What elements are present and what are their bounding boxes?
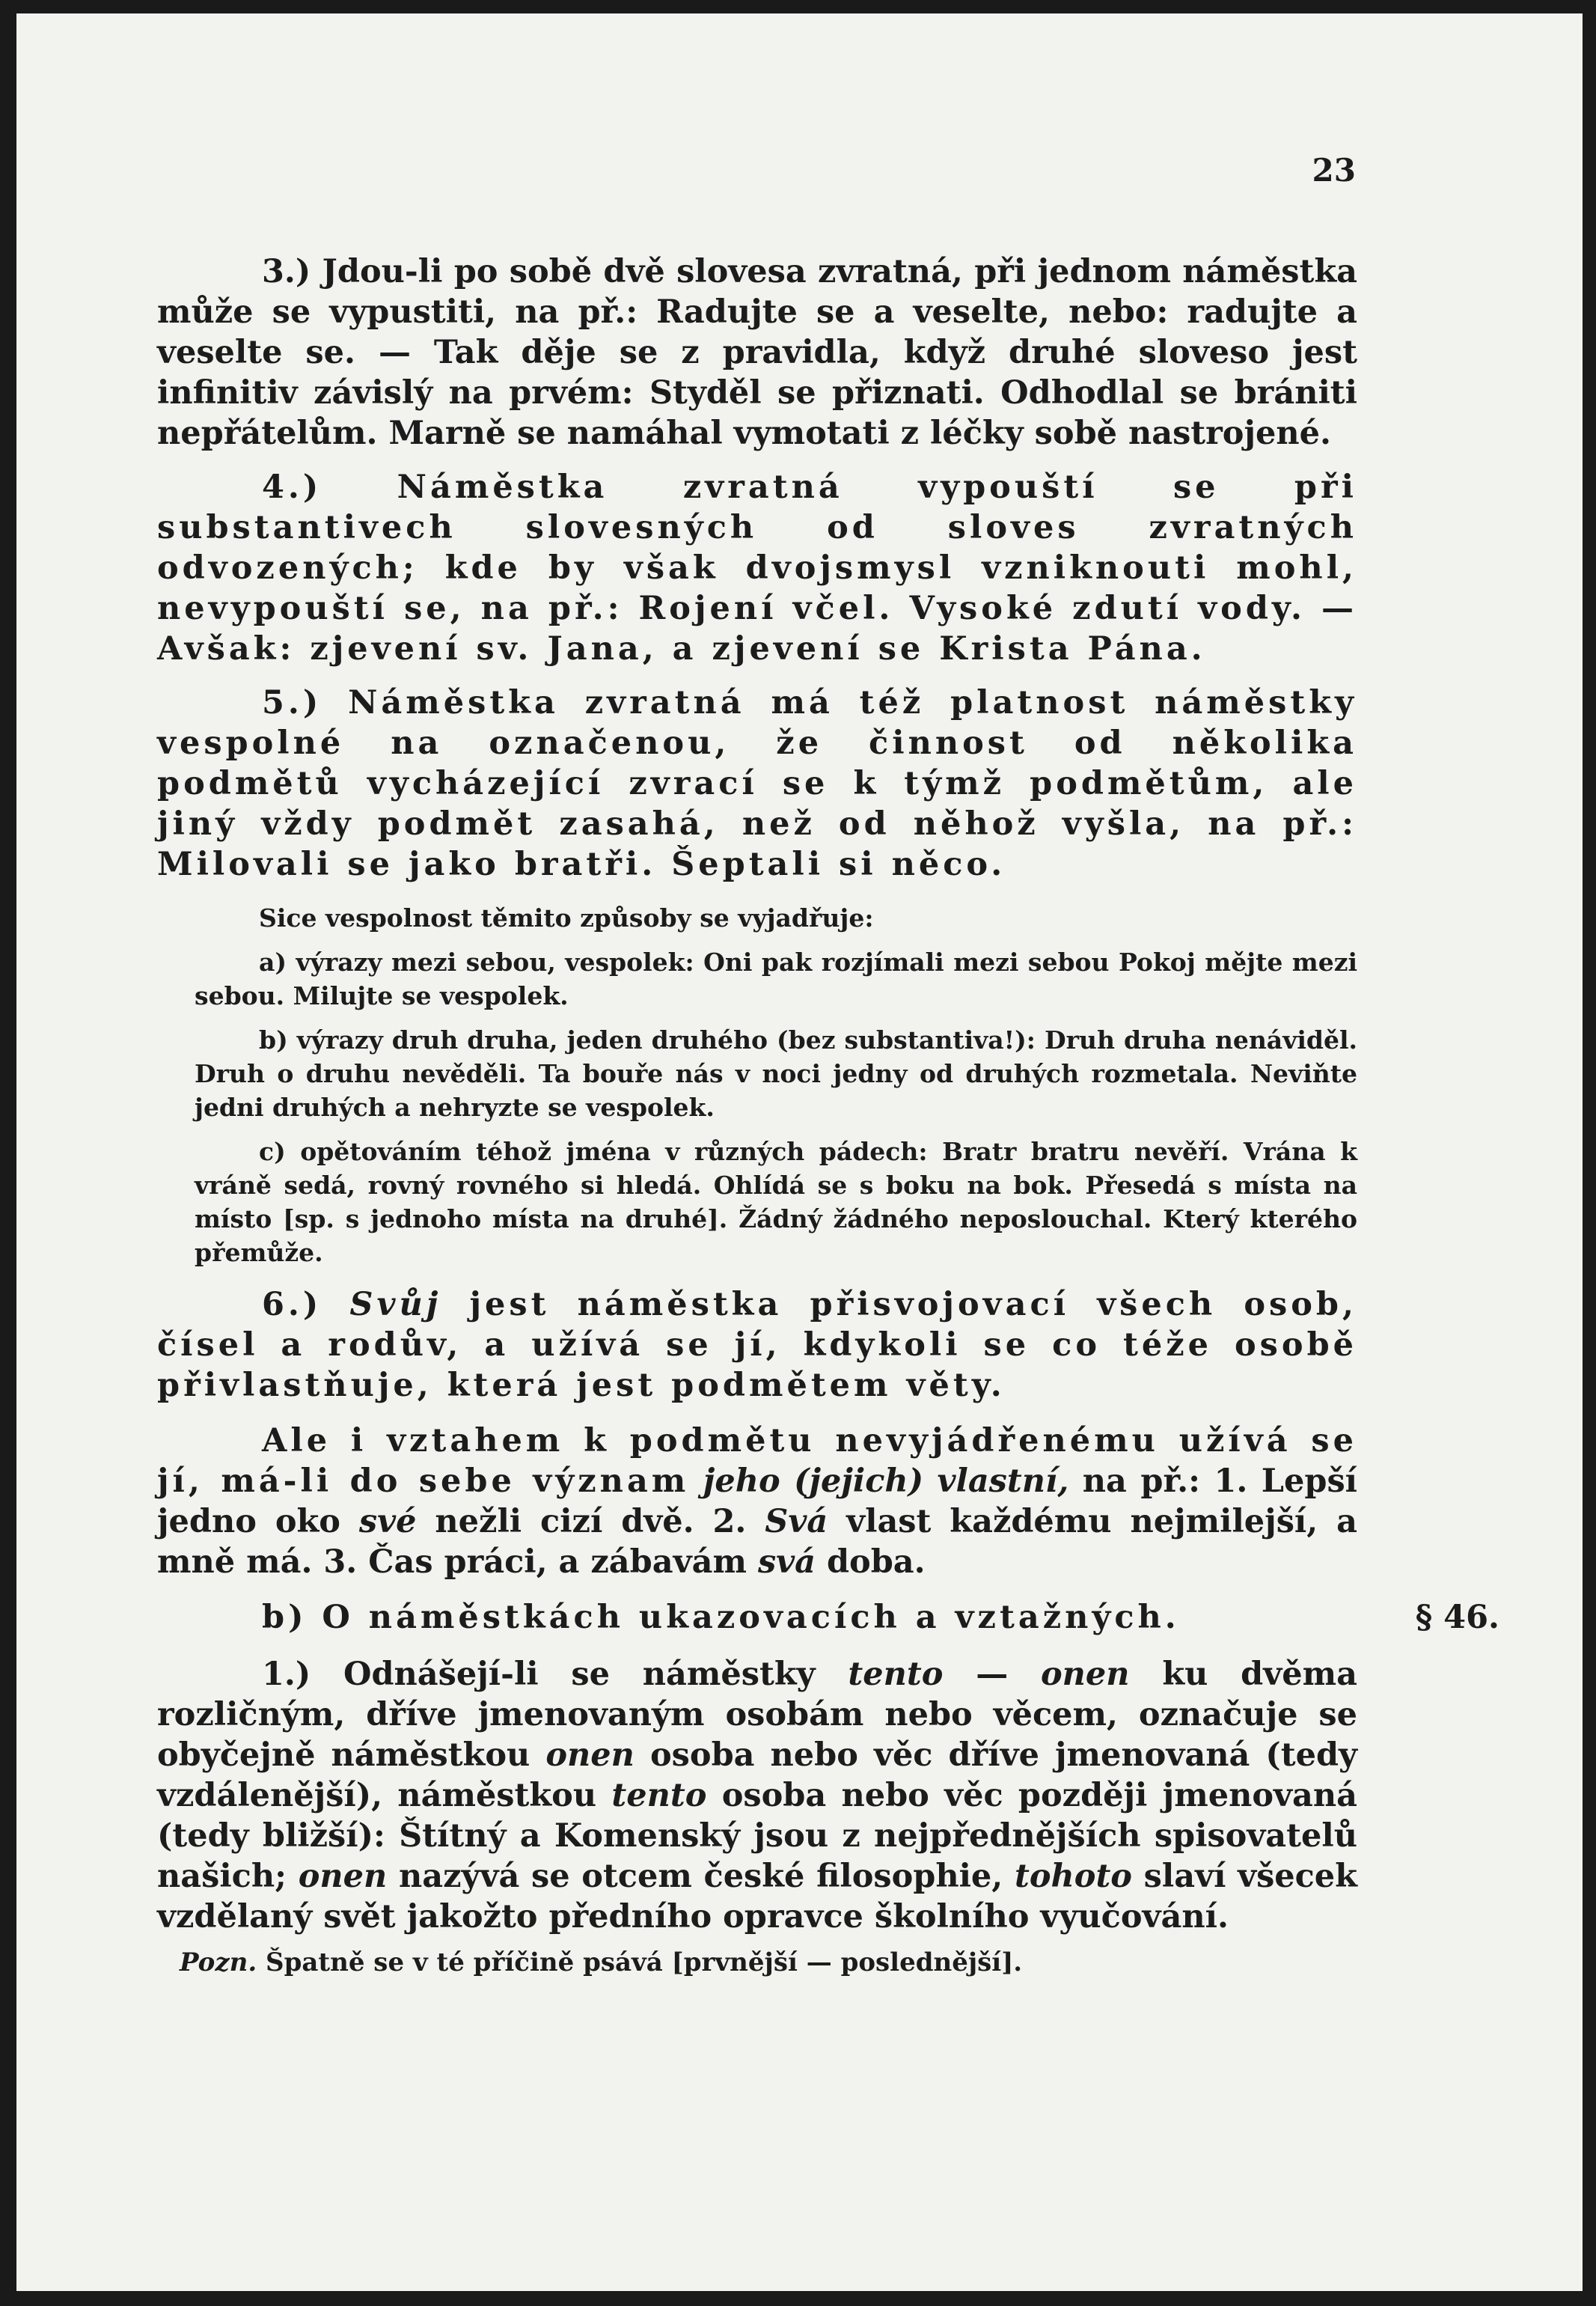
- page-body: [157, 251, 1499, 1979]
- paragraph-6: [157, 1284, 1357, 1406]
- note-label: Pozn.: [180, 1947, 257, 1977]
- small-item-c: c) opětováním téhož jména v různých pádech: Bratr bratru nevěří. Vrána k vráně sedá, rovný rovného si hledá. Ohlídá se s boku na bok. Přesedá s místa na místo [sp. s jednoho místa na druhé]. Žádný žádného neposlouchal. Který kterého přemůže.: [195, 1137, 1357, 1267]
- p7-text-a: Ale i vztahem k podmětu nevyjádřenému užívá se jí, má-li do sebe význam: [157, 1422, 1357, 1500]
- p7-italic-3: Svá: [765, 1503, 828, 1540]
- note-text: Špatně se v té příčině psává [prvnější — poslednější].: [266, 1947, 1023, 1977]
- small-item-b: b) výrazy druh druha, jeden druhého (bez substantiva!): Druh druha nenáviděl. Druh o druhu nevěděli. Ta bouře nás v noci jedny od druhých rozmetala. Neviňte jedni druhých a nehryzte se vespolek.: [195, 1025, 1357, 1122]
- p8-italic-6: tohoto: [1014, 1858, 1132, 1895]
- p7-italic-4: svá: [757, 1543, 816, 1581]
- p8-italic-2: onen: [1040, 1656, 1130, 1693]
- p8-text-f: nazývá se otcem české filosophie,: [398, 1858, 1003, 1895]
- p8-text-d: osoba nebo věc dříve jmenovaná (tedy vzdálenější), náměstkou: [157, 1736, 1357, 1814]
- p7-text-d: vlast každému nejmilejší, a mně má. 3. Čas práci, a zábavám: [157, 1503, 1357, 1581]
- small-print-block: [157, 901, 1357, 1269]
- p8-text-g: slaví všecek vzdělaný svět jakožto předního opravce školního vyučování.: [157, 1858, 1357, 1936]
- p7-text-e: doba.: [826, 1543, 926, 1581]
- p8-text-a: 1.) Odnášejí-li se náměstky: [262, 1656, 816, 1693]
- p8-italic-1: tento: [848, 1656, 944, 1693]
- small-item-a: a) výrazy mezi sebou, vespolek: Oni pak rozjímali mezi sebou Pokoj mějte mezi sebou. Milujte se vespolek.: [195, 948, 1357, 1010]
- footnote: [180, 1946, 1357, 1979]
- small-intro: Sice vespolnost těmito způsoby se vyjadřuje:: [259, 903, 874, 933]
- p8-italic-4: tento: [611, 1777, 707, 1814]
- page-number: 23: [1312, 152, 1356, 189]
- paragraph-5: 5.) Náměstka zvratná má též platnost náměstky vespolné na označenou, že činnost od několika podmětů vycházející zvrací se k týmž podmětům, ale jiný vždy podmět zasahá, než od něhož vyšla, na př.: Milovali se jako bratři. Šeptali si něco.: [157, 684, 1357, 883]
- p8-italic-5: onen: [298, 1858, 388, 1895]
- p6-italic-svuj: Svůj: [349, 1286, 442, 1323]
- p6-text: jest náměstka přisvojovací všech osob, čísel a rodův, a užívá se jí, kdykoli se co téže osobě přivlastňuje, která jest podmětem věty.: [157, 1286, 1357, 1404]
- heading-text: b) O náměstkách ukazovacích a vztažných.: [262, 1599, 1180, 1636]
- paragraph-3: 3.) Jdou-li po sobě dvě slovesa zvratná, při jednom náměstka může se vypustiti, na př.: Radujte se a veselte, nebo: radujte a veselte se. — Tak děje se z pravidla, když druhé sloveso jest infinitiv závislý na prvém: Styděl se přiznati. Odhodlal se brániti nepřátelům. Marně se namáhal vymotati z léčky sobě nastrojené.: [157, 253, 1357, 452]
- p7-italic-1: jeho (jejich) vlastní,: [703, 1462, 1069, 1500]
- section-mark: § 46.: [1415, 1599, 1499, 1636]
- paragraph-4: 4.) Náměstka zvratná vypouští se při substantivech slovesných od sloves zvratných odvozených; kde by však dvojsmysl vzniknouti mohl, nevypouští se, na př.: Rojení včel. Vysoké zdutí vody. — Avšak: zjevení sv. Jana, a zjevení se Krista Pána.: [157, 469, 1357, 668]
- book-page: [16, 13, 1583, 2291]
- paragraph-7: [157, 1421, 1357, 1582]
- p8-text-c: ku dvěma rozličným, dříve jmenovaným osobám nebo věcem, označuje se obyčejně náměstkou: [157, 1656, 1357, 1774]
- p6-number: 6.): [262, 1286, 322, 1323]
- p8-italic-3: onen: [545, 1736, 635, 1774]
- p7-text-c: nežli cizí dvě. 2.: [435, 1503, 747, 1540]
- p7-text-b: na př.: 1. Lepší jedno oko: [157, 1462, 1357, 1540]
- p8-text-e: osoba nebo věc později jmenovaná (tedy bližší): Štítný a Komenský jsou z nejpřednějších spisovatelů našich;: [157, 1777, 1357, 1895]
- paragraph-8: [157, 1654, 1357, 1937]
- p7-italic-2: své: [358, 1503, 417, 1540]
- section-heading: [157, 1597, 1499, 1638]
- p8-text-b: —: [976, 1656, 1009, 1693]
